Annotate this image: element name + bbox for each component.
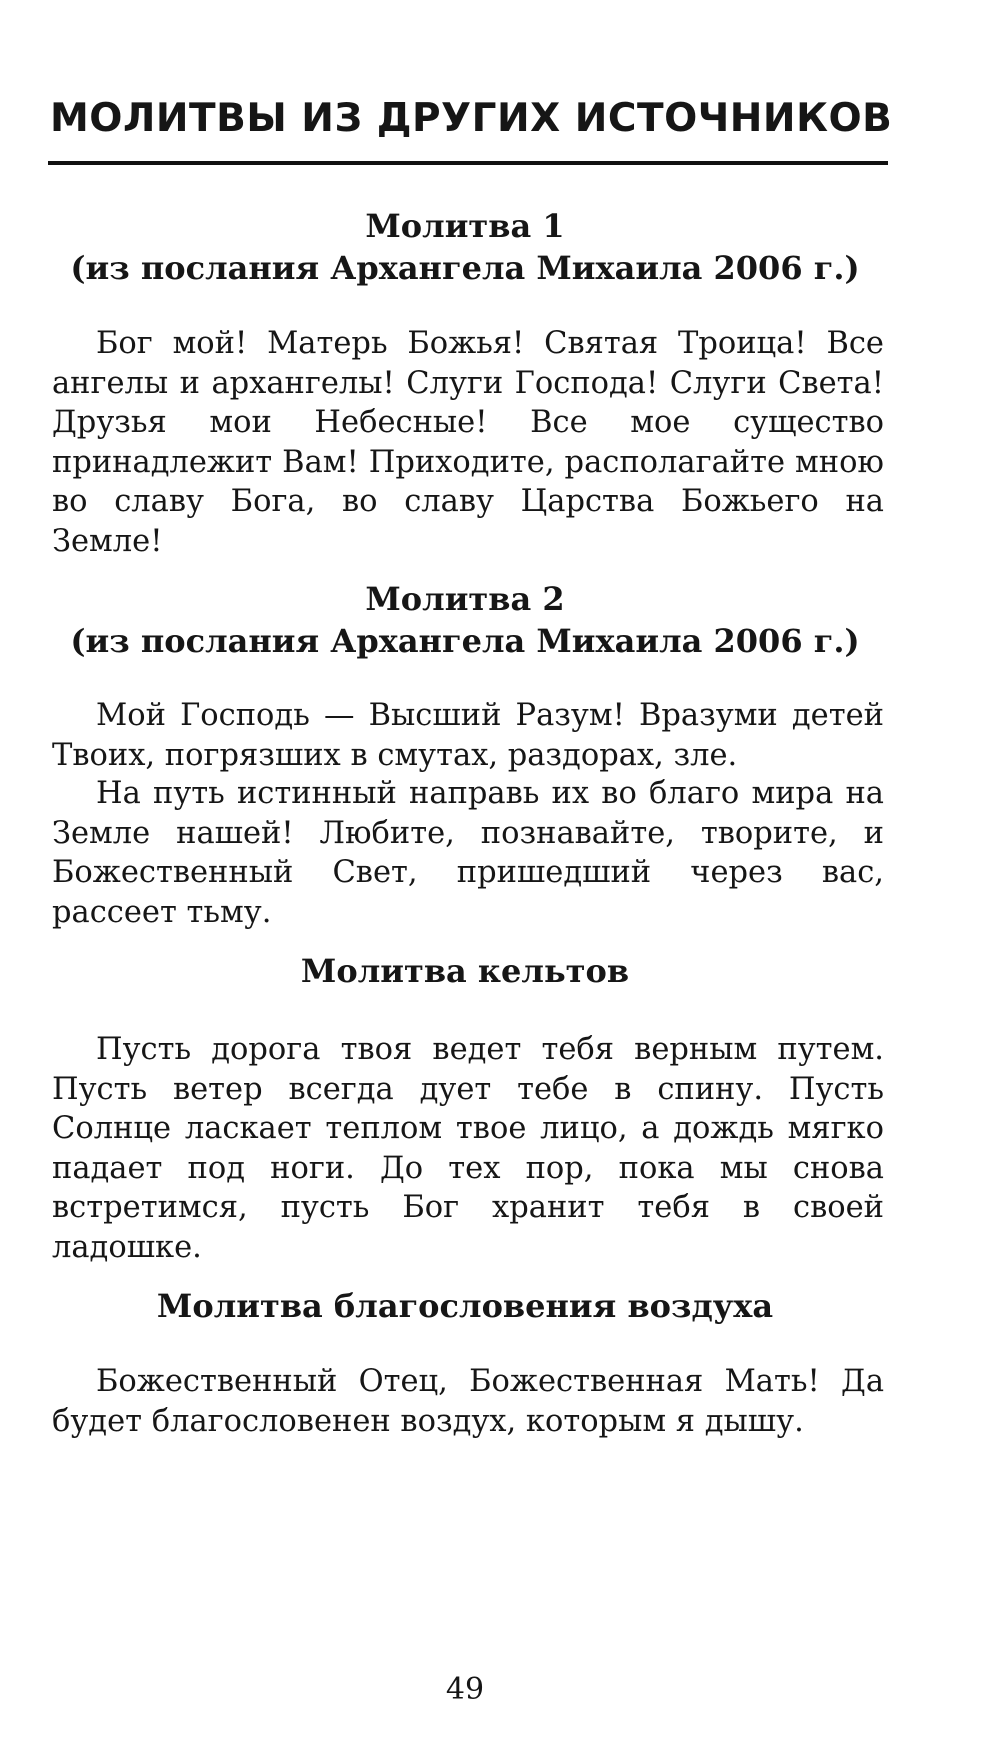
air-blessing-title: Молитва благословения воздуха [156,1287,774,1325]
running-header: МОЛИТВЫ ИЗ ДРУГИХ ИСТОЧНИКОВ [50,96,893,141]
prayer-2-subtitle: (из послания Архангела Михаила 2006 г.) [70,622,860,660]
prayer-1-subtitle: (из послания Архангела Михаила 2006 г.) [70,249,860,287]
page-number: 49 [445,1672,485,1707]
prayer-2-title: Молитва 2 [365,580,565,618]
prayer-1-title: Молитва 1 [365,207,565,245]
prayer-1-text: Бог мой! Матерь Божья! Святая Троица! Все ангелы и архангелы! Слуги Господа! Слуги Света! Друзья мои Небесные! Все мое существо принадлежит Вам! Приходите, располагайте мною во славу Бога, во славу Царства Божьего на Земле! [52,326,884,559]
header-rule [48,161,888,165]
prayer-2-text-2: На путь истинный направь их во благо мира на Земле нашей! Любите, познавайте, творите, и Божественный Свет, пришедший через вас, рассеет тьму. [52,776,884,930]
celtic-prayer-title: Молитва кельтов [300,952,630,990]
air-blessing-text: Божественный Отец, Божественная Мать! Да будет благословенен воздух, которым я дышу. [52,1364,884,1439]
prayer-2-text-1: Мой Господь — Высший Разум! Вразуми детей Твоих, погрязших в смутах, раздорах, зле. [52,698,884,773]
celtic-prayer-text: Пусть дорога твоя ведет тебя верным путем. Пусть ветер всегда дует тебе в спину. Пусть Солнце ласкает теплом твое лицо, а дождь мягко падает под ноги. До тех пор, пока мы снова встретимся, пусть Бог хранит тебя в своей ладошке. [52,1032,884,1265]
